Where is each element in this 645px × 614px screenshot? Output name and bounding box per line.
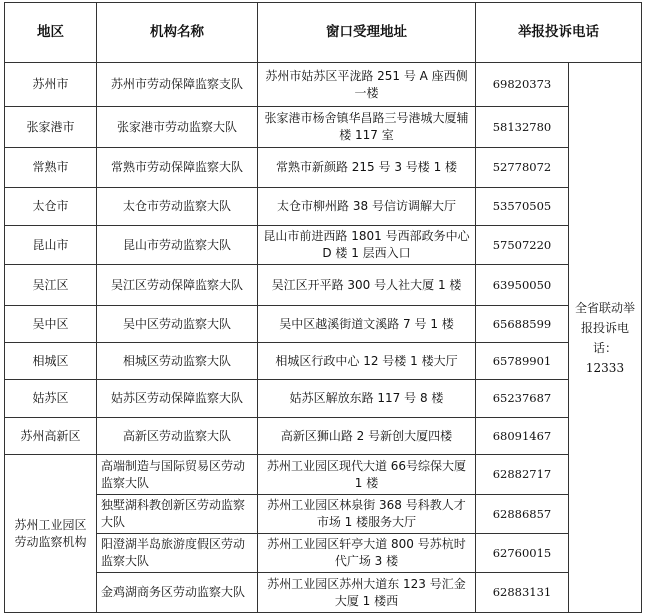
region-cell: 吴中区 [5,306,97,343]
hotline-label: 全省联动举报投诉电话： [574,300,635,355]
agency-cell: 常熟市劳动保障监察大队 [97,148,258,188]
region-cell: 苏州高新区 [5,418,97,455]
address-cell: 苏州工业园区林泉街 368 号科教人才市场 1 楼服务大厅 [258,495,476,534]
region-cell: 姑苏区 [5,380,97,418]
phone-cell: 52778072 [476,148,569,188]
labor-supervision-table [4,2,642,613]
header-region: 地区 [5,3,97,63]
region-cell: 苏州市 [5,63,97,107]
header-address: 窗口受理地址 [258,3,476,63]
region-cell: 太仓市 [5,188,97,226]
agency-cell: 高端制造与国际贸易区劳动监察大队 [97,455,258,495]
table-row [5,188,642,226]
agency-cell: 张家港市劳动监察大队 [97,107,258,148]
agency-cell: 苏州市劳动保障监察支队 [97,63,258,107]
address-cell: 昆山市前进西路 1801 号西部政务中心 D 楼 1 层西入口 [258,226,476,265]
agency-cell: 高新区劳动监察大队 [97,418,258,455]
table-row [5,343,642,380]
phone-cell: 62760015 [476,534,569,573]
sip-region-cell: 苏州工业园区劳动监察机构 [5,455,97,613]
address-cell: 苏州工业园区轩亭大道 800 号苏杭时代广场 3 楼 [258,534,476,573]
phone-cell: 65789901 [476,343,569,380]
agency-cell: 昆山市劳动监察大队 [97,226,258,265]
agency-cell: 阳澄湖半岛旅游度假区劳动监察大队 [97,534,258,573]
phone-cell: 57507220 [476,226,569,265]
hotline-number: 12333 [585,360,625,375]
address-cell: 吴江区开平路 300 号人社大厦 1 楼 [258,265,476,306]
region-cell: 张家港市 [5,107,97,148]
address-cell: 高新区狮山路 2 号新创大厦四楼 [258,418,476,455]
region-cell: 常熟市 [5,148,97,188]
address-cell: 相城区行政中心 12 号楼 1 楼大厅 [258,343,476,380]
region-cell: 相城区 [5,343,97,380]
region-cell: 昆山市 [5,226,97,265]
phone-cell: 58132780 [476,107,569,148]
table-row [5,107,642,148]
region-cell: 吴江区 [5,265,97,306]
phone-cell: 63950050 [476,265,569,306]
address-cell: 常熟市新颜路 215 号 3 号楼 1 楼 [258,148,476,188]
address-cell: 吴中区越溪街道文溪路 7 号 1 楼 [258,306,476,343]
header-phone: 举报投诉电话 [476,3,642,63]
table-row [5,573,642,613]
table-row [5,380,642,418]
agency-cell: 吴中区劳动监察大队 [97,306,258,343]
address-cell: 太仓市柳州路 38 号信访调解大厅 [258,188,476,226]
table-row [5,534,642,573]
agency-cell: 太仓市劳动监察大队 [97,188,258,226]
phone-cell: 62883131 [476,573,569,613]
address-cell: 苏州工业园区苏州大道东 123 号汇金大厦 1 楼西 [258,573,476,613]
agency-cell: 吴江区劳动保障监察大队 [97,265,258,306]
table-row [5,148,642,188]
agency-cell: 金鸡湖商务区劳动监察大队 [97,573,258,613]
phone-cell: 65237687 [476,380,569,418]
phone-cell: 68091467 [476,418,569,455]
table-row [5,265,642,306]
table-row [5,495,642,534]
address-cell: 苏州市姑苏区平泷路 251 号 A 座西侧一楼 [258,63,476,107]
address-cell: 张家港市杨舍镇华昌路三号港城大厦辅楼 117 室 [258,107,476,148]
phone-cell: 65688599 [476,306,569,343]
table-row [5,63,642,107]
table-row [5,418,642,455]
table-row [5,226,642,265]
table-row [5,306,642,343]
address-cell: 姑苏区解放东路 117 号 8 楼 [258,380,476,418]
phone-cell: 53570505 [476,188,569,226]
hotline-cell [569,63,642,613]
header-agency: 机构名称 [97,3,258,63]
phone-cell: 62882717 [476,455,569,495]
phone-cell: 62886857 [476,495,569,534]
agency-cell: 姑苏区劳动保障监察大队 [97,380,258,418]
phone-cell: 69820373 [476,63,569,107]
address-cell: 苏州工业园区现代大道 66号综保大厦 1 楼 [258,455,476,495]
agency-cell: 相城区劳动监察大队 [97,343,258,380]
agency-cell: 独墅湖科教创新区劳动监察大队 [97,495,258,534]
table-row [5,455,642,495]
header-row [5,3,642,63]
